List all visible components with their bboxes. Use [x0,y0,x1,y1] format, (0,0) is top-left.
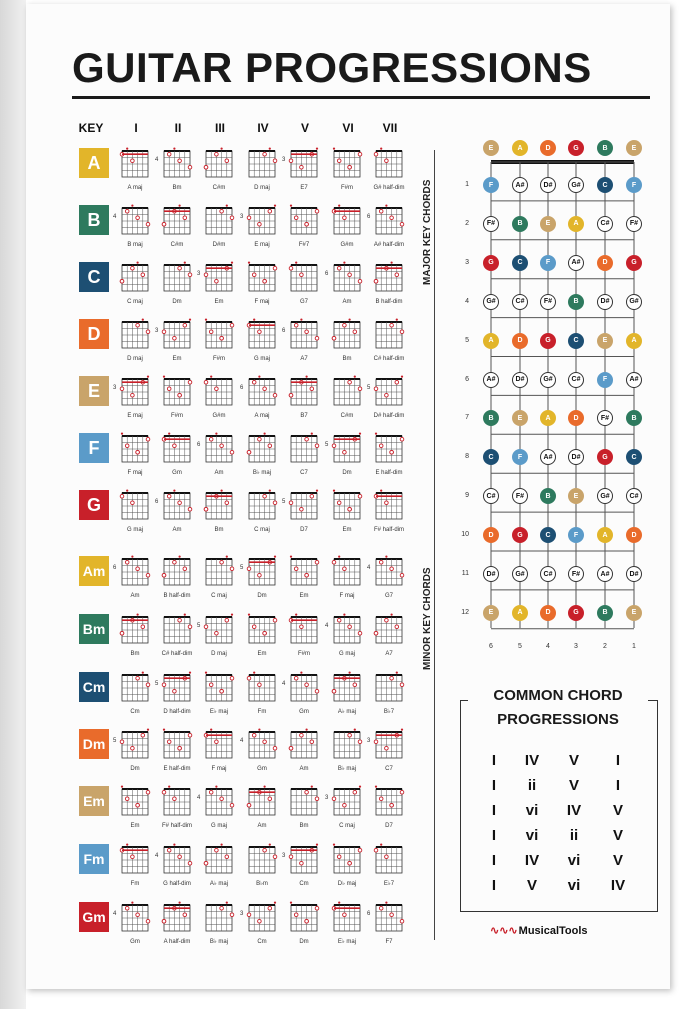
open-string-note: B [597,140,613,156]
chord-name: G#m [212,413,226,419]
chord-name: G half-dim [163,881,191,887]
chord-name: A maj [254,413,270,419]
fret-note: C# [483,488,499,504]
chord-name: G#m [340,242,354,248]
chord-name: D maj [254,185,270,191]
chord-name: C#m [340,413,354,419]
chord-name: D maj [127,356,143,362]
open-string-note: G [568,140,584,156]
fret-marker: 5 [367,385,371,391]
fret-marker: 6 [367,214,371,220]
chord-name: Dm [130,766,140,772]
chord-name: Bm [342,356,352,362]
chord-name: Bm [130,651,140,657]
fret-marker: 5 [240,565,244,571]
fret-note: C# [597,216,613,232]
fret-note: D# [568,449,584,465]
chord-name: A half-dim [163,939,191,945]
string-number: 5 [518,643,522,650]
fret-note: F [597,372,613,388]
progression-numeral: V [526,877,537,894]
chord-name: E half-dim [375,470,403,476]
string-number: 2 [603,643,607,650]
chord-name: Bm [299,823,309,829]
fret-note: A# [568,255,584,271]
fret-marker: 4 [282,681,286,687]
chord-name: E maj [127,413,143,419]
page-title: GUITAR PROGRESSIONS [72,44,592,91]
chord-name: C maj [339,823,355,829]
chord-name: Dm [257,593,267,599]
key-badge-Dm: Dm [79,729,109,759]
fret-note: C# [540,566,556,582]
progression-numeral: IV [524,852,540,869]
fret-note: D [626,527,642,543]
chord-name: F# half-dim [161,823,192,829]
fret-note: D [512,333,528,349]
chord-name: B♭ maj [337,766,357,772]
fret-note: C [512,255,528,271]
key-badge-B: B [79,205,109,235]
column-header-5: V [300,121,309,135]
chord-name: Dm [299,939,309,945]
fret-note: A [597,527,613,543]
fret-note: D# [540,177,556,193]
fret-note: A# [597,566,613,582]
fret-note: G# [597,488,613,504]
chord-name: Em [172,356,182,362]
fret-number: 9 [465,492,469,500]
fret-note: B [597,605,613,621]
fret-note: B [540,488,556,504]
chord-name: F maj [339,593,355,599]
chord-name: F maj [254,299,270,305]
fret-marker: 3 [197,271,201,277]
fret-number: 4 [465,297,469,305]
fret-marker: 5 [155,681,159,687]
chord-name: A# half-dim [373,242,405,248]
chord-name: B♭ maj [209,939,229,945]
fret-marker: 5 [113,738,117,744]
fret-marker: 4 [367,565,371,571]
fret-marker: 6 [113,565,117,571]
fret-note: A [626,333,642,349]
fret-note: G# [568,177,584,193]
fret-note: C [483,449,499,465]
fret-note: G [568,605,584,621]
fret-note: C [626,449,642,465]
fret-note: G [597,449,613,465]
fret-note: E [568,488,584,504]
fret-note: D# [483,566,499,582]
chord-name: D♭ maj [337,881,357,887]
chord-name: D#m [212,242,226,248]
chord-name: F7 [385,939,393,945]
chord-name: C#m [170,242,184,248]
chord-name: C7 [385,766,393,772]
chord-name: Gm [299,709,309,715]
fret-marker: 6 [197,442,201,448]
progressions-title [458,684,658,732]
chord-name: G maj [338,651,355,657]
progression-numeral: V [612,802,623,819]
chord-name: F#m [341,185,353,191]
fret-note: B [512,216,528,232]
brand-logo [490,924,588,937]
fret-note: A# [540,449,556,465]
fret-marker: 3 [240,911,244,917]
fret-note: G# [512,566,528,582]
progressions-title-line1: COMMON CHORD [493,687,623,704]
chord-name: Em [299,593,309,599]
chord-name: Gm [130,939,140,945]
progression-numeral: I [491,802,497,819]
fret-note: G [483,255,499,271]
chord-name: F#m [298,651,310,657]
fret-note: A [483,333,499,349]
string-number: 6 [489,643,493,650]
fret-marker: 5 [282,499,286,505]
fret-note: A [540,410,556,426]
fret-marker: 3 [113,385,117,391]
string-number: 3 [574,643,578,650]
key-badge-E: E [79,376,109,406]
chord-name: F# half-dim [373,527,404,533]
fret-marker: 3 [282,157,286,163]
key-badge-Am: Am [79,556,109,586]
fret-note: F# [540,294,556,310]
fret-marker: 5 [197,623,201,629]
column-header-6: VI [342,121,354,135]
fret-marker: 4 [325,623,329,629]
key-badge-Em: Em [79,786,109,816]
chord-name: Em [130,823,140,829]
fret-note: A# [512,177,528,193]
fret-number: 7 [465,414,469,422]
string-number: 1 [632,643,636,650]
fret-marker: 3 [240,214,244,220]
progression-numeral: V [612,827,623,844]
fret-note: C# [512,294,528,310]
chord-name: Dm [342,470,352,476]
fret-note: F# [568,566,584,582]
fret-note: D [483,527,499,543]
fret-marker: 5 [325,442,329,448]
fret-number: 2 [465,219,469,227]
chord-name: C# half-dim [373,356,405,362]
fret-marker: 6 [367,911,371,917]
chord-name: G maj [253,356,270,362]
chord-name: F maj [211,766,227,772]
chord-name: Am [130,593,140,599]
fret-note: C [597,177,613,193]
brand-wave-icon: ∿∿∿ [490,925,518,937]
open-string-note: E [483,140,499,156]
fret-note: C# [568,372,584,388]
chord-name: B7 [300,413,308,419]
chord-name: A♭ maj [209,881,229,887]
fret-number: 11 [461,570,469,577]
chord-name: F#7 [298,242,310,248]
chord-name: Cm [130,709,140,715]
fret-marker: 6 [240,385,244,391]
chord-name: D7 [385,823,393,829]
chord-name: A7 [300,356,308,362]
key-badge-Cm: Cm [79,672,109,702]
chord-name: Em [342,527,352,533]
fret-note: E [483,605,499,621]
key-badge-Bm: Bm [79,614,109,644]
fret-marker: 3 [325,795,329,801]
fret-number: 1 [465,181,469,188]
chord-name: D maj [211,651,227,657]
open-string-note: D [540,140,556,156]
fret-note: D [540,605,556,621]
key-badge-Fm: Fm [79,844,109,874]
chord-name: Fm [257,709,267,715]
fret-note: F [512,449,528,465]
chord-name: A♭ maj [337,709,357,715]
fret-marker: 4 [113,911,117,917]
fret-number: 5 [465,336,469,344]
fret-note: A# [626,372,642,388]
chord-name: Dm [172,299,182,305]
major-key-label: MAJOR KEY CHORDS [422,179,433,285]
chord-name: D7 [300,527,308,533]
chord-name: E♭ maj [337,939,357,945]
chord-name: G7 [299,299,308,305]
progression-numeral: I [491,877,497,894]
progression-numeral: I [615,777,621,794]
chord-name: E♭ maj [209,709,229,715]
chord-name: B maj [127,242,143,248]
fret-note: F [483,177,499,193]
chord-name: A7 [385,651,393,657]
fret-note: F# [483,216,499,232]
column-header-3: III [214,121,225,135]
chord-name: F maj [127,470,143,476]
progression-numeral: I [491,752,497,769]
chord-name: Em [257,651,267,657]
string-number: 4 [546,643,550,650]
open-string-note: E [626,140,642,156]
progression-numeral: vi [525,827,539,844]
fret-note: C [568,333,584,349]
chord-name: Cm [257,939,267,945]
fret-note: E [597,333,613,349]
chord-name: F#m [171,413,183,419]
fret-note: F# [512,488,528,504]
progression-numeral: V [568,752,579,769]
fret-note: A [568,216,584,232]
chord-name: C maj [127,299,143,305]
chord-name: E half-dim [163,766,191,772]
fret-note: G [626,255,642,271]
progression-numeral: IV [610,877,626,894]
chord-name: Am [299,766,309,772]
fret-number: 6 [465,375,469,383]
fret-note: C# [626,488,642,504]
fret-note: G# [626,294,642,310]
fret-note: E [512,410,528,426]
chord-name: Em [214,299,224,305]
progression-numeral: I [491,827,497,844]
chord-name: C maj [254,527,270,533]
chord-name: B half-dim [163,593,191,599]
chord-name: Fm [130,881,140,887]
chord-name: G maj [210,823,227,829]
chord-name: C maj [211,593,227,599]
chord-name: D# half-dim [373,413,405,419]
progression-numeral: I [491,777,497,794]
fret-note: G# [540,372,556,388]
fret-marker: 4 [155,157,159,163]
progression-numeral: vi [567,852,581,869]
fret-note: G# [483,294,499,310]
progression-numeral: vi [525,802,539,819]
fret-note: F# [597,410,613,426]
fret-marker: 3 [155,328,159,334]
fret-number: 3 [465,258,469,266]
fret-note: D [568,410,584,426]
fret-note: F# [626,216,642,232]
fret-note: A [512,605,528,621]
chord-name: Bm [214,527,224,533]
chord-name: G# half-dim [373,185,405,191]
chord-name: Bm [172,185,182,191]
chord-name: Am [214,470,224,476]
chord-name: A maj [127,185,143,191]
chord-name: Am [342,299,352,305]
progression-numeral: vi [567,877,581,894]
fret-note: D# [512,372,528,388]
progression-numeral: V [568,777,579,794]
chord-name: G7 [384,593,393,599]
fret-marker: 3 [367,738,371,744]
fret-note: G [540,333,556,349]
fret-marker: 3 [282,853,286,859]
open-string-note: A [512,140,528,156]
chord-name: C# half-dim [161,651,193,657]
key-badge-F: F [79,433,109,463]
chord-name: Cm [299,881,309,887]
brand-name: MusicalTools [518,925,588,937]
chord-name: Gm [257,766,267,772]
fret-note: F [568,527,584,543]
column-header-4: IV [257,121,269,135]
fret-number: 10 [461,531,469,539]
fret-marker: 6 [282,328,286,334]
chord-name: Gm [172,470,182,476]
chord-name: F#m [213,356,225,362]
fret-note: C [540,527,556,543]
key-badge-D: D [79,319,109,349]
progression-numeral: ii [527,777,537,794]
chord-name: Am [172,527,182,533]
progression-numeral: ii [569,827,579,844]
fret-note: A# [483,372,499,388]
chord-name: B♭ maj [252,470,272,476]
progression-numeral: I [615,752,621,769]
column-header-2: II [174,121,182,135]
progressions-title-line2: PROGRESSIONS [497,711,619,728]
fret-note: E [540,216,556,232]
fret-marker: 6 [325,271,329,277]
fret-note: F [626,177,642,193]
chord-name: C#m [212,185,226,191]
fret-note: E [626,605,642,621]
chord-name: B half-dim [375,299,403,305]
chord-name: E♭7 [383,881,395,887]
fret-marker: 4 [155,853,159,859]
chord-name: E maj [254,242,270,248]
fret-marker: 4 [240,738,244,744]
progression-numeral: V [612,852,623,869]
chord-name: B♭7 [383,709,395,715]
chord-name: E7 [300,185,308,191]
chord-name: Am [257,823,267,829]
fret-note: D# [626,566,642,582]
chord-name: C7 [300,470,308,476]
chord-name: B♭m [256,881,268,887]
fret-note: F [540,255,556,271]
fret-marker: 4 [197,795,201,801]
fret-marker: 6 [155,499,159,505]
fret-marker: 4 [113,214,117,220]
key-badge-G: G [79,490,109,520]
key-badge-A: A [79,148,109,178]
key-badge-C: C [79,262,109,292]
fret-note: B [483,410,499,426]
column-header-1: I [134,121,138,135]
progression-numeral: I [491,852,497,869]
fret-note: B [626,410,642,426]
fret-note: D [597,255,613,271]
progression-numeral: IV [566,802,582,819]
fret-note: D# [597,294,613,310]
progression-numeral: IV [524,752,540,769]
fret-note: B [568,294,584,310]
fret-number: 8 [465,453,469,461]
column-header-0: KEY [78,121,104,135]
chord-name: G maj [126,527,143,533]
minor-key-label: MINOR KEY CHORDS [422,567,433,670]
column-header-7: VII [382,121,398,135]
fret-note: G [512,527,528,543]
fret-number: 12 [461,608,469,616]
chord-name: D half-dim [163,709,191,715]
key-badge-Gm: Gm [79,902,109,932]
